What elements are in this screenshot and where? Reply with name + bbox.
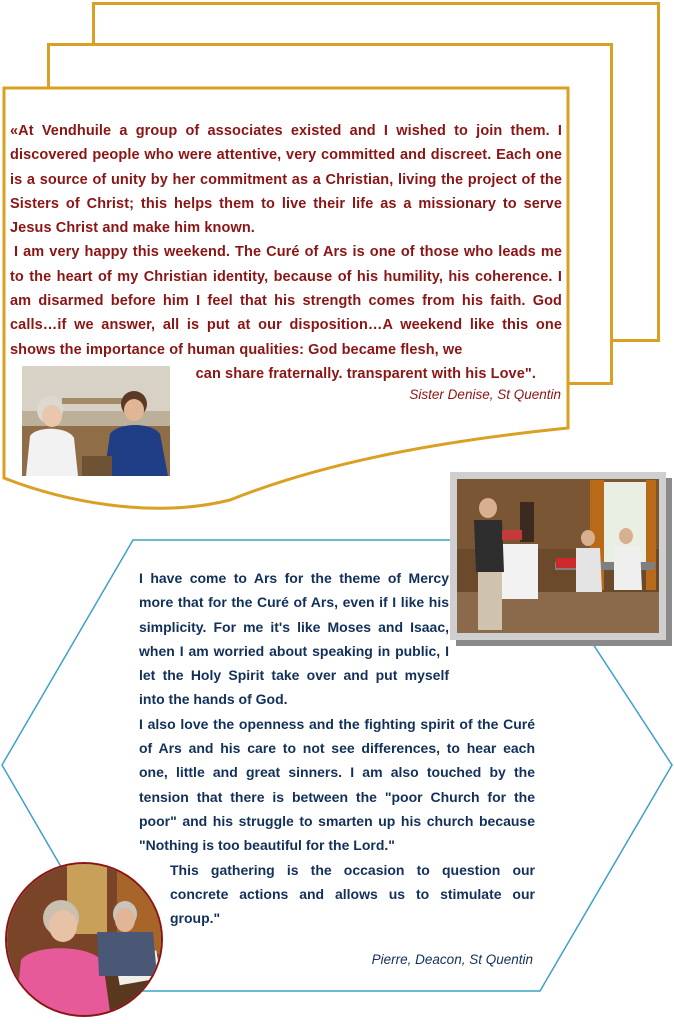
quote-paragraph: «At Vendhuile a group of associates existed and I wished to join them. I discovered people who were attentive, very committed and discreet. Each one is a source of unity by her commitment as a Christian, living the project of the Sisters of Christ; this helps them to live their life as a missionary to serve Jesus Christ and make him known.: [10, 123, 562, 237]
photo-two-women-image: [22, 366, 170, 476]
quote-paragraph-text: I am very happy this weekend. The Curé of Ars is one of those who leads me to the heart of my Christian identity, because of his humility, his coherence. I am disarmed before him I feel that his strength comes from his faith. God calls…if we answer, all is put at our disposition…A weekend like this one shows the importance of human qualities: God became flesh, we: [10, 244, 562, 358]
quote-paragraph: [10, 240, 562, 361]
photo-circle-image: [7, 864, 163, 1017]
photo-two-women: [22, 366, 170, 476]
quote-paragraph: I also love the openness and the fighting spirit of the Curé of Ars and his care to not see differences, to hear each one, little and great sinners. I am also touched by the tension that there is between the "poor Church for the poor" and his struggle to smarten up his church because "Nothing is too beautiful for the Lord.": [139, 715, 535, 854]
photo-circle-two-people: [5, 862, 163, 1017]
quote-paragraph: This gathering is the occasion to question our concrete actions and allows us to stimulate our group.": [170, 861, 535, 927]
signature-pierre: Pierre, Deacon, St Quentin: [371, 952, 533, 967]
quote-paragraph-wrap: [139, 566, 449, 712]
quote-sister-denise: [10, 119, 562, 386]
quote-pierre: [139, 566, 535, 930]
quote-paragraph: I have come to Ars for the theme of Mercy more that for the Curé of Ars, even if I like his simplicity. For me it's like Moses and Isaac, when I am worried about speaking in public, I let the Holy Spirit take over and put myself into the hands of God.: [139, 570, 449, 708]
quote-last-line: can share fraternally. transparent with his Love".: [195, 365, 536, 382]
signature-sister-denise: Sister Denise, St Quentin: [409, 387, 561, 402]
